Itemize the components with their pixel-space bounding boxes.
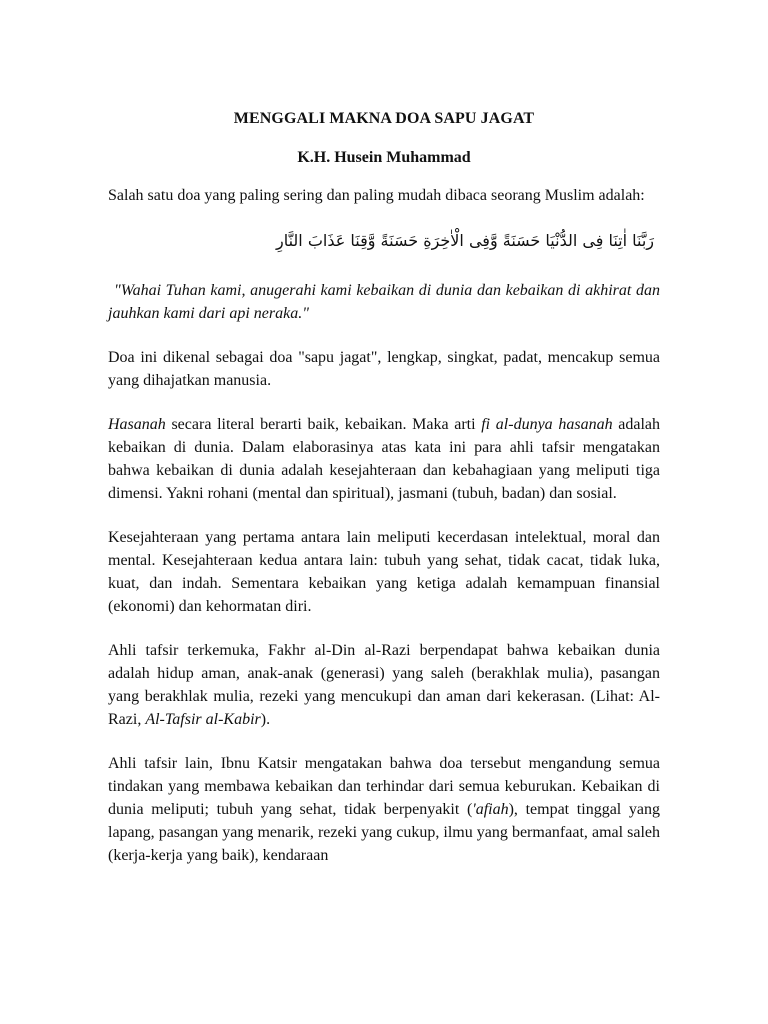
paragraph-kesejahteraan: Kesejahteraan yang pertama antara lain meliputi kecerdasan intelektual, moral dan mental. Kesejahteraan kedua antara lain: tubuh yang sehat, tidak cacat, tidak luka, kuat, dan indah. Sementara kebaikan yang ketiga adalah kemampuan finansial (ekonomi) dan kehormatan diri. (108, 529, 660, 615)
prayer-translation: "Wahai Tuhan kami, anugerahi kami kebaikan di dunia dan kebaikan di akhirat dan jauhkan kami dari api neraka." (108, 282, 660, 322)
paragraph-hasanah-text-2: adalah kebaikan di dunia. Dalam elaborasinya atas kata ini para ahli tafsir mengatakan bahwa kebaikan di dunia adalah kesejahteraan dan kebahagiaan yang meliputi tiga dimensi. Yakni rohani (mental dan spiritual), jasmani (tubuh, badan) dan sosial. (108, 416, 660, 502)
paragraph-sapu-jagat: Doa ini dikenal sebagai doa "sapu jagat", lengkap, singkat, padat, mencakup semua yang dihajatkan manusia. (108, 349, 660, 389)
term-afiah: 'afiah (472, 801, 509, 818)
paragraph-al-razi (108, 639, 660, 731)
paragraph-al-razi-text-1: Ahli tafsir terkemuka, Fakhr al-Din al-Razi berpendapat bahwa kebaikan dunia adalah hidup aman, anak-anak (generasi) yang saleh (berakhlak mulia), pasangan yang berakhlak mulia, rezeki yang mencukupi dan aman dari kekerasan. (Lihat: Al-Razi, (108, 642, 660, 728)
document-page (108, 108, 660, 867)
author-name: K.H. Husein Muhammad (297, 149, 471, 166)
paragraph-al-razi-text-2: ). (260, 711, 271, 728)
paragraph-ibnu-katsir-text-2: ), tempat tinggal yang lapang, pasangan yang menarik, rezeki yang cukup, ilmu yang bermanfaat, amal saleh (kerja-kerja yang baik), kendaraan (108, 801, 661, 864)
arabic-prayer: رَبَّنَا اٰتِنَا فِى الدُّنْيَا حَسَنَةً وَّفِى الْاٰخِرَةِ حَسَنَةً وَّقِنَا عَذَابَ النَّارِ (276, 231, 655, 250)
paragraph-hasanah-text-1: secara literal berarti baik, kebaikan. Maka arti (165, 416, 482, 433)
paragraph-ibnu-katsir (108, 752, 660, 867)
intro-paragraph: Salah satu doa yang paling sering dan paling mudah dibaca seorang Muslim adalah: (108, 187, 645, 204)
term-hasanah: Hasanah (108, 416, 166, 433)
paragraph-hasanah (108, 413, 660, 505)
book-title-al-tafsir-al-kabir: Al-Tafsir al-Kabir (145, 711, 261, 728)
term-fi-al-dunya-hasanah: fi al-dunya hasanah (481, 416, 613, 433)
paragraph-ibnu-katsir-text-1: Ahli tafsir lain, Ibnu Katsir mengatakan bahwa doa tersebut mengandung semua tindakan yang membawa kebaikan dan terhindar dari semua keburukan. Kebaikan di dunia meliputi; tubuh yang sehat, tidak berpenyakit ( (108, 755, 660, 818)
document-title: MENGGALI MAKNA DOA SAPU JAGAT (233, 110, 535, 127)
